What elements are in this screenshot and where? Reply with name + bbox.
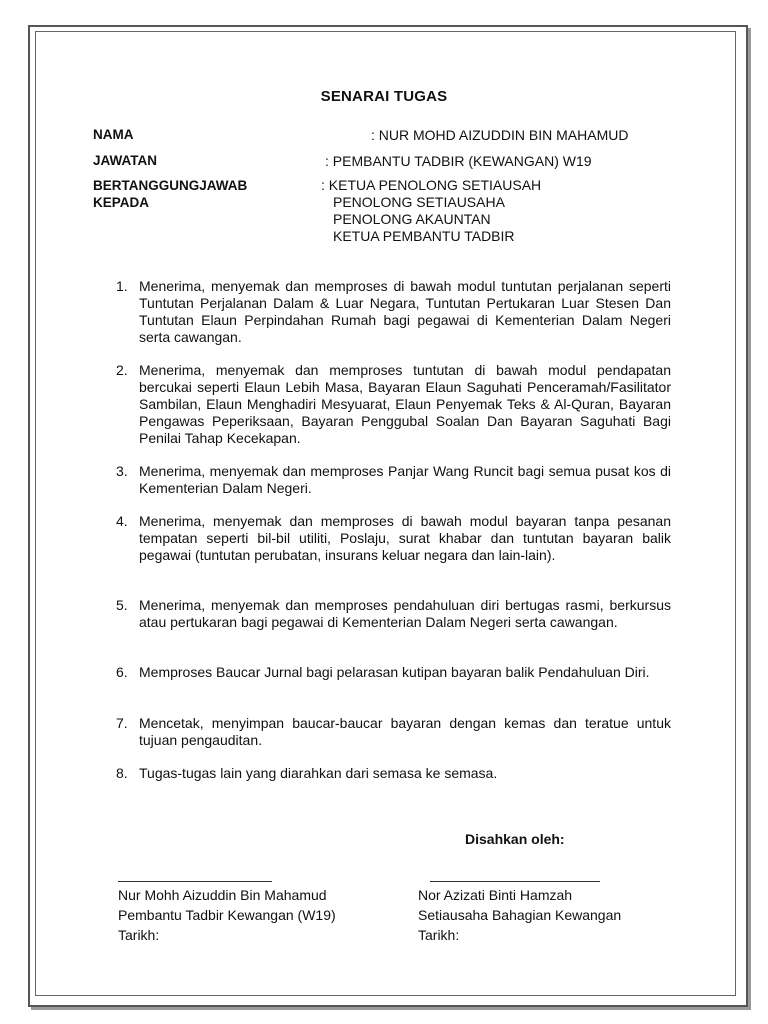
signatory-date-label: Tarikh: bbox=[118, 927, 160, 943]
duty-number: 2. bbox=[116, 362, 128, 378]
signatory-date-label: Tarikh: bbox=[418, 927, 460, 943]
duty-item bbox=[116, 664, 671, 681]
duty-text: Memproses Baucar Jurnal bagi pelarasan kutipan bayaran balik Pendahuluan Diri. bbox=[139, 664, 650, 680]
duty-item bbox=[116, 513, 671, 564]
duty-text: Menerima, menyemak dan memproses tuntutan di bawah modul pendapatan bercukai seperti Elaun Lebih Masa, Bayaran Elaun Saguhati Penceramah/Fasilitator Sambilan, Elaun Menghadiri Mesyuarat, Elaun Penyemak Teks & Al-Quran, Bayaran Pengawas Peperiksaan, Bayaran Penggubal Soalan Dan Bayaran Saguhati Bagi Penilai Tahap Kecekapan. bbox=[139, 362, 671, 446]
report-to-item: PENOLONG AKAUNTAN bbox=[333, 211, 491, 227]
signatory-name: Nur Mohh Aizuddin Bin Mahamud bbox=[118, 887, 327, 903]
report-to-item: PENOLONG SETIAUSAHA bbox=[333, 194, 505, 210]
duty-number: 3. bbox=[116, 463, 128, 479]
duty-number: 6. bbox=[116, 664, 128, 680]
bertanggungjawab-label bbox=[93, 177, 247, 211]
duty-item bbox=[116, 597, 671, 631]
signatory-position: Setiausaha Bahagian Kewangan bbox=[418, 907, 622, 923]
signatory-right bbox=[418, 885, 621, 945]
duty-item bbox=[116, 362, 671, 447]
report-to-item: KETUA PEMBANTU TADBIR bbox=[333, 228, 515, 244]
signature-line-left bbox=[118, 881, 272, 882]
signatory-left bbox=[118, 885, 336, 945]
duty-number: 7. bbox=[116, 715, 128, 731]
duty-text: Mencetak, menyimpan baucar-baucar bayaran dengan kemas dan teratue untuk tujuan pengauditan. bbox=[139, 715, 671, 748]
duty-number: 4. bbox=[116, 513, 128, 529]
duty-item bbox=[116, 715, 671, 749]
nama-value: : NUR MOHD AIZUDDIN BIN MAHAMUD bbox=[371, 127, 629, 143]
bertanggungjawab-values bbox=[321, 177, 541, 245]
duty-item bbox=[116, 278, 671, 346]
report-to-item: : KETUA PENOLONG SETIAUSAH bbox=[321, 177, 542, 193]
duty-text: Menerima, menyemak dan memproses Panjar Wang Runcit bagi semua pusat kos di Kementerian Dalam Negeri. bbox=[139, 463, 671, 496]
duty-text: Tugas-tugas lain yang diarahkan dari semasa ke semasa. bbox=[139, 765, 498, 781]
jawatan-label: JAWATAN bbox=[93, 153, 157, 168]
duty-item bbox=[116, 765, 671, 782]
nama-label: NAMA bbox=[93, 127, 134, 142]
duty-number: 1. bbox=[116, 278, 128, 294]
duty-number: 5. bbox=[116, 597, 128, 613]
duty-item bbox=[116, 463, 671, 497]
signature-line-right bbox=[430, 881, 600, 882]
jawatan-value: : PEMBANTU TADBIR (KEWANGAN) W19 bbox=[325, 153, 592, 169]
duty-number: 8. bbox=[116, 765, 128, 781]
signatory-position: Pembantu Tadbir Kewangan (W19) bbox=[118, 907, 336, 923]
approved-by-label: Disahkan oleh: bbox=[465, 831, 565, 847]
duty-text: Menerima, menyemak dan memproses di bawah modul bayaran tanpa pesanan tempatan seperti bil-bil utiliti, Poslaju, surat khabar dan tuntutan bayaran balik pegawai (tuntutan perubatan, insurans keluar negara dan lain-lain). bbox=[139, 513, 671, 563]
bertanggungjawab-label-line2: KEPADA bbox=[93, 195, 150, 210]
document-title: SENARAI TUGAS bbox=[320, 88, 448, 105]
duty-text: Menerima, menyemak dan memproses pendahuluan diri bertugas rasmi, berkursus atau pertukaran bagi pegawai di Kementerian Dalam Negeri serta cawangan. bbox=[139, 597, 671, 630]
bertanggungjawab-label-line1: BERTANGGUNGJAWAB bbox=[93, 178, 248, 193]
duty-text: Menerima, menyemak dan memproses di bawah modul tuntutan perjalanan seperti Tuntutan Perjalanan Dalam & Luar Negara, Tuntutan Pertukaran Luar Stesen Dan Tuntutan Elaun Perpindahan Rumah bagi pegawai di Kementerian Dalam Negeri serta cawangan. bbox=[139, 278, 671, 345]
signatory-name: Nor Azizati Binti Hamzah bbox=[418, 887, 573, 903]
